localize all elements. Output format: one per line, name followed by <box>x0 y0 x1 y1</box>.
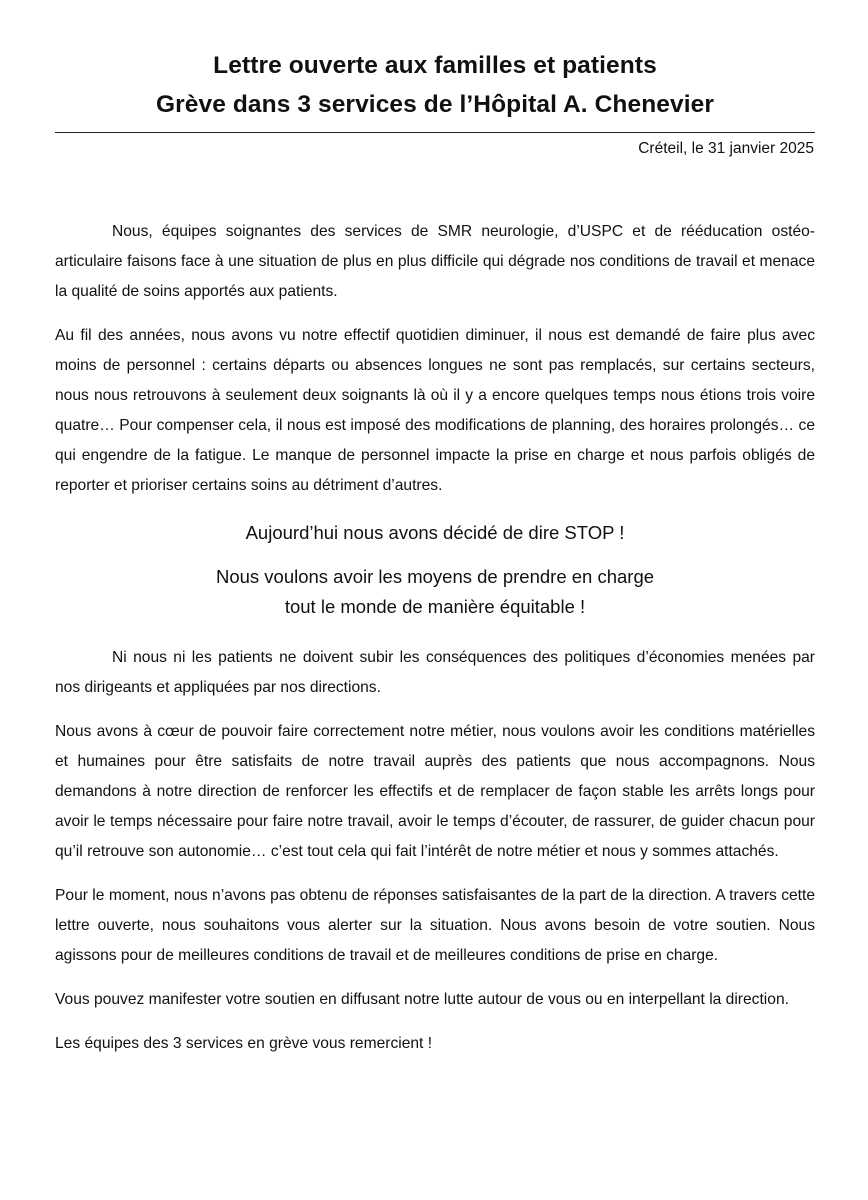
title-divider <box>55 132 815 133</box>
slogan-2-line-2: tout le monde de manière équitable ! <box>284 596 586 617</box>
paragraph-5: Pour le moment, nous n’avons pas obtenu de réponses satisfaisantes de la part de la direction. A travers cette lettre ouverte, nous souhaitons vous alerter sur la situation. Nous avons besoin de votre soutien. Nous agissons pour de meilleures conditions de travail et de meilleures conditions de prise en charge. <box>55 887 815 964</box>
paragraph-2: Au fil des années, nous avons vu notre effectif quotidien diminuer, il nous est demandé de faire plus avec moins de personnel : certains départs ou absences longues ne sont pas remplacés, sur certains secteurs, nous nous retrouvons à seulement deux soignants là où il y a encore quelques temps nous étions trois voire quatre… Pour compenser cela, il nous est imposé des modifications de planning, des horaires prolongés… ce qui engendre de la fatigue. Le manque de personnel impacte la prise en charge et nous parfois obligés de reporter et prioriser certains soins au détriment d’autres. <box>55 327 815 494</box>
paragraph-1: Nous, équipes soignantes des services de SMR neurologie, d’USPC et de rééducation ostéo-articulaire faisons face à une situation de plus en plus difficile qui dégrade nos conditions de travail et menace la qualité de soins apportés aux patients. <box>55 223 815 300</box>
slogan-1: Aujourd’hui nous avons décidé de dire STOP ! <box>245 522 625 543</box>
place-date: Créteil, le 31 janvier 2025 <box>638 140 814 157</box>
paragraph-6: Vous pouvez manifester votre soutien en diffusant notre lutte autour de vous ou en interpellant la direction. <box>55 991 789 1008</box>
paragraph-4: Nous avons à cœur de pouvoir faire correctement notre métier, nous voulons avoir les conditions matérielles et humaines pour être satisfaits de notre travail auprès des patients que nous accompagnons. Nous demandons à notre direction de renforcer les effectifs et de remplacer de façon stable les arrêts longs pour avoir le temps nécessaire pour faire notre travail, avoir le temps d’écouter, de rassurer, de guider chacun pour qu’il retrouve son autonomie… c’est tout cela qui fait l’intérêt de notre métier et nous y sommes attachés. <box>55 723 815 860</box>
title-line-2: Grève dans 3 services de l’Hôpital A. Chenevier <box>155 91 714 118</box>
title-line-1: Lettre ouverte aux familles et patients <box>213 52 657 79</box>
paragraph-3: Ni nous ni les patients ne doivent subir les conséquences des politiques d’économies menées par nos dirigeants et appliquées par nos directions. <box>55 649 815 696</box>
slogan-2 <box>55 562 815 622</box>
paragraph-7: Les équipes des 3 services en grève vous remercient ! <box>55 1035 433 1052</box>
letter-title <box>55 46 815 124</box>
slogan-2-line-1: Nous voulons avoir les moyens de prendre en charge <box>215 566 655 587</box>
